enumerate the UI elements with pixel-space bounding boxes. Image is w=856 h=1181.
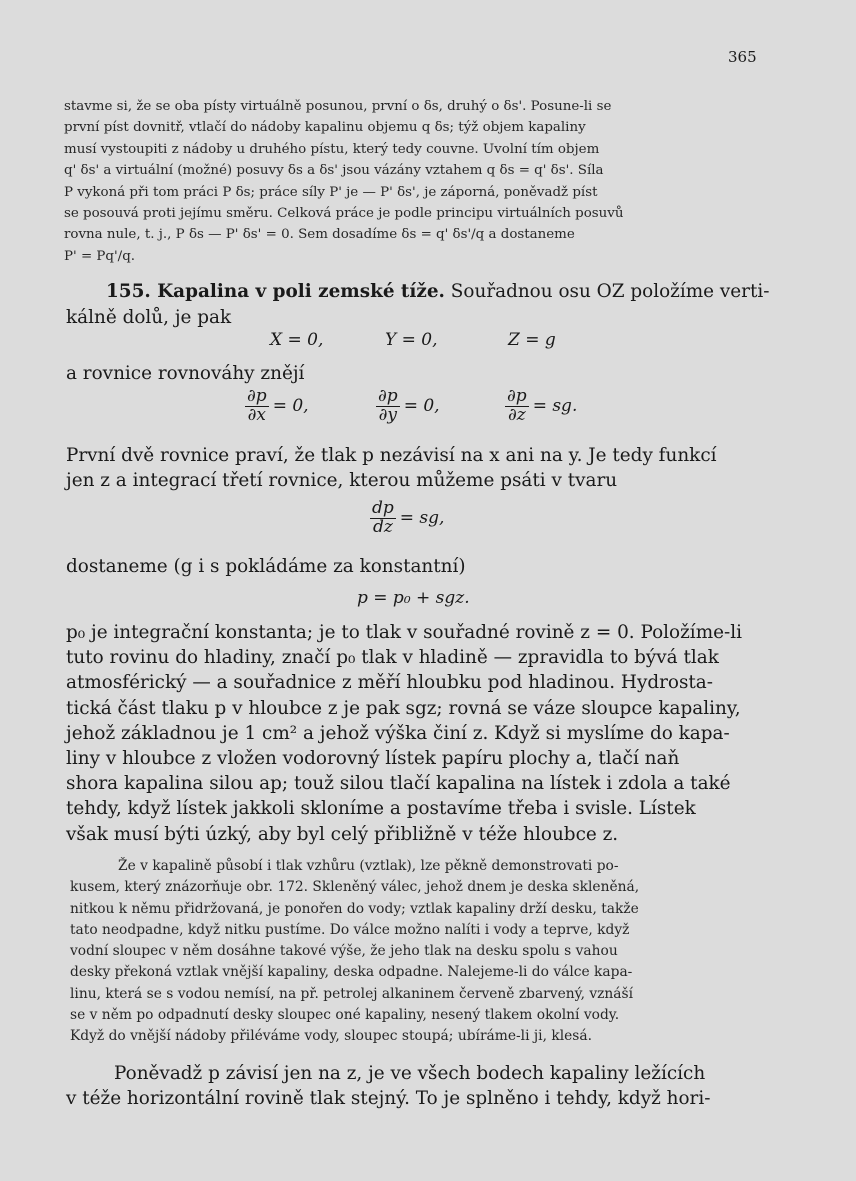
text-line: Když do vnější nádoby přiléváme vody, sloupec stoupá; ubíráme-li ji, klesá.	[70, 1028, 592, 1045]
text-line: linu, která se s vodou nemísí, na př. petrolej alkaninem červeně zbarvený, vznáší	[70, 985, 634, 1002]
text-line: q' δs' a virtuální (možné) posuvy δs a δs' jsou vázány vztahem q δs = q' δs'. Síla	[64, 163, 604, 179]
equation-p: p = p₀ + sgz.	[357, 588, 470, 608]
text-line: tato neodpadne, když nitku pustíme. Do válce možno nalíti i vody a teprve, když	[70, 921, 630, 938]
frac-num: ∂p	[247, 386, 267, 406]
equation-x: X = 0,	[270, 330, 324, 350]
eq-rest: = sg,	[399, 508, 445, 529]
equation-z: Z = g	[508, 330, 556, 350]
section-heading-block	[106, 279, 770, 304]
text-line: se posouvá proti jejímu směru. Celková práce je podle principu virtuálních posuvů	[64, 206, 624, 222]
text-line: musí vystoupiti z nádoby u druhého pístu, který tedy couvne. Uvolní tím objem	[64, 141, 600, 157]
text-line: vodní sloupec v něm dosáhne takové výše, že jeho tlak na desku spolu s vahou	[70, 943, 618, 960]
equation-dpdz	[505, 388, 577, 425]
equation-y: Y = 0,	[385, 330, 438, 350]
text-line: p₀ je integrační konstanta; je to tlak v souřadné rovině z = 0. Položíme-li	[66, 622, 742, 643]
text-line: v téže horizontální rovině tlak stejný. To je splněno i tehdy, když hori-	[66, 1088, 711, 1110]
equation-dpdy	[376, 388, 440, 425]
frac-den: dz	[372, 516, 393, 537]
text-line: P' = Pq'/q.	[64, 248, 136, 264]
text-line: desky překoná vztlak vnější kapaliny, deska odpadne. Nalejeme-li do válce kapa-	[70, 964, 633, 981]
text-line: atmosférický — a souřadnice z měří hloubku pod hladinou. Hydrosta-	[66, 672, 713, 694]
frac-num: ∂p	[378, 386, 398, 406]
paragraph-hydrostatic	[66, 620, 766, 847]
text-line: jen z a integrací třetí rovnice, kterou můžeme psáti v tvaru	[66, 470, 618, 492]
text-line: kálně dolů, je pak	[66, 307, 232, 328]
text-line: rovna nule, t. j., P δs — P' δs' = 0. Sem dosadíme δs = q' δs'/q a dostaneme	[64, 227, 575, 243]
equation-dpdx	[245, 388, 309, 425]
text-line: první píst dovnitř, vtlačí do nádoby kapalinu objemu q δs; týž objem kapaliny	[64, 120, 586, 136]
frac-num: ∂p	[507, 386, 527, 406]
text-line: První dvě rovnice praví, že tlak p nezávisí na x ani na y. Je tedy funkcí	[66, 445, 717, 466]
text-line: stavme si, že se oba písty virtuálně posunou, první o δs, druhý o δs'. Posune-li se	[64, 99, 612, 114]
frac-den: ∂x	[247, 404, 267, 425]
text-line: tuto rovinu do hladiny, značí p₀ tlak v hladině — zpravidla to bývá tlak	[66, 647, 719, 669]
text-line: tická část tlaku p v hloubce z je pak sgz; rovná se váze sloupce kapaliny,	[66, 697, 741, 719]
frac-num: dp	[372, 498, 394, 518]
text-line: Že v kapalině působí i tlak vzhůru (vztlak), lze pěkně demonstrovati po-	[118, 858, 619, 874]
text-line: však musí býti úzký, aby byl celý přibližně v téže hloubce z.	[66, 823, 619, 845]
section-heading: 155. Kapalina v poli zemské tíže.	[106, 281, 445, 302]
section-text-block	[66, 305, 766, 330]
equilibrium-intro	[66, 361, 766, 386]
text-line: shora kapalina silou ap; touž silou tlačí kapalina na lístek i zdola a také	[66, 773, 731, 795]
frac-den: ∂z	[507, 404, 526, 425]
note-buoyancy	[70, 856, 764, 1048]
paragraph-virtual-displacement	[64, 96, 764, 267]
paragraph-pressure-independence	[66, 443, 766, 493]
text-line: kusem, který znázorňuje obr. 172. Skleněný válec, jehož dnem je deska skleněná,	[70, 879, 640, 896]
text-line: tehdy, když lístek jakkoli skloníme a postavíme třeba i svisle. Lístek	[66, 798, 696, 820]
paragraph-dostaneme	[66, 554, 766, 579]
text-line: dostaneme (g i s pokládáme za konstantní)	[66, 556, 466, 577]
section-text: Souřadnou osu OZ položíme verti-	[444, 281, 770, 302]
paragraph-horizontal-plane	[66, 1061, 766, 1111]
page-number: 365	[728, 48, 757, 66]
frac-den: ∂y	[378, 404, 398, 425]
text-line: a rovnice rovnováhy znějí	[66, 363, 305, 384]
equation-dp-dz	[370, 500, 444, 537]
eq-rest: = 0,	[403, 396, 440, 417]
text-line: Poněvadž p závisí jen na z, je ve všech bodech kapaliny ležících	[114, 1063, 706, 1084]
text-line: P vykoná při tom práci P δs; práce síly P' je — P' δs', je záporná, poněvadž píst	[64, 184, 598, 200]
eq-rest: = sg.	[532, 396, 578, 417]
text-line: se v něm po odpadnutí desky sloupec oné kapaliny, nesený tlakem okolní vody.	[70, 1007, 620, 1024]
text-line: jehož základnou je 1 cm² a jehož výška činí z. Když si myslíme do kapa-	[66, 722, 730, 744]
text-line: nitkou k němu přidržovaná, je ponořen do vody; vztlak kapaliny drží desku, takže	[70, 900, 639, 917]
eq-rest: = 0,	[272, 396, 309, 417]
text-line: liny v hloubce z vložen vodorovný lístek papíru plochy a, tlačí naň	[66, 748, 680, 770]
